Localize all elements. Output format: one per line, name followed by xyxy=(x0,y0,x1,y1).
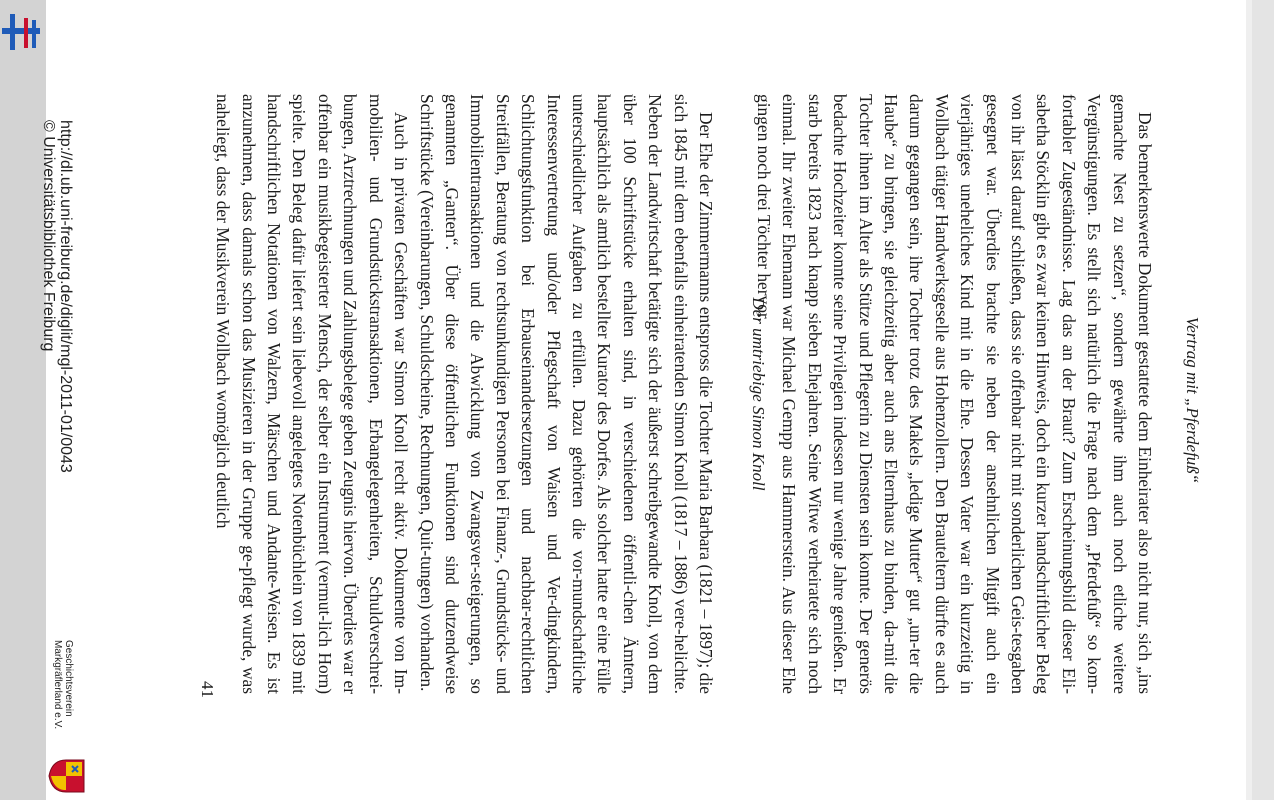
logo-icon xyxy=(2,10,40,54)
paragraph: Auch in privaten Geschäften war Simon Knoll recht aktiv. Dokumente von Im-mobilien- und Grundstückstransaktionen, Erbangelegenheiten, Schuldverschrei-bungen, Arztrechnungen und Zahlungsbelege geben Zeugnis hiervon. Überdies war er offenbar ein musikbegeisterter Mensch, der selber ein Instrument (vermut-lich Horn) spielte. Den Beleg dafür liefert sein liebevoll angelegtes Notenbüchlein von 1839 mit handschriftlichen Notationen von Walzern, Märschen und Andante-Weisen. Es ist anzunehmen, dass damals schon das Musizieren in der Gruppe ge-pflegt wurde, was naheliegt, dass der Musikverein Wollbach womöglich deutlich xyxy=(213,94,412,694)
paragraph-block-1 xyxy=(751,94,1158,694)
footer-url[interactable]: http://dl.ub.uni-freiburg.de/diglit/mgl-2011-01/0043 xyxy=(57,120,74,473)
page-edge xyxy=(1246,0,1252,800)
section-heading: Der umtriebige Simon Knoll xyxy=(749,297,768,491)
footer-society-name xyxy=(52,640,74,760)
paragraph: Der Ehe der Zimmermanns entspross die Tochter Maria Barbara (1821 – 1897); die sich 1845 mit dem ebenfalls einheiratenden Simon Knoll (1817 – 1886) vere-helichte. Neben der Landwirtschaft betätigte sich der äußerst schreibgewandte Knoll, von dem über 100 Schriftstücke erhalten sind, in verschiedenen öffentli-chen Ämtern, hauptsächlich als amtlich bestellter Kurator des Dorfes. Als solcher hatte er eine Fülle unterschiedlicher Aufgaben zu erfüllen. Dazu gehörten die vor-mundschaftliche Interessenvertretung und/oder Pflegschaft von Waisen und Ver-dingkindern, Schlichtungsfunktion bei Erbauseinandersetzungen und nachbar-rechtlichen Streitfällen, Beratung von rechtsunkundigen Personen bei Finanz-, Grundstücks- und Immobilientransaktionen und die Abwicklung von Zwangsver-steigerungen, so genannten „Ganten“. Über diese öffentlichen Funktionen sind dutzendweise Schriftstücke (Vereinbarungen, Schuldscheine, Rechnungen, Quit-tungen) vorhanden. xyxy=(416,94,716,694)
scan-right-margin xyxy=(1252,0,1274,800)
running-title: Vertrag mit „Pferdefuß“ xyxy=(1183,316,1202,484)
paragraph: Das bemerkenswerte Dokument gestattete dem Einheirater also nicht nur, sich „ins gemachte Nest zu setzen“, sondern gewährte ihm auch noch etliche weitere Vergünstigungen. Es stellt sich natürlich die Frage nach dem „Pferdefuß“ so kom-fortabler Zugeständnisse. Lag das an der Braut? Zum Erscheinungsbild dieser Eli-sabetha Stöcklin gibt es zwar keinen Hinweis, doch ein kurzer handschriftlicher Beleg von ihr lässt darauf schließen, dass sie offenbar nicht mit sonderlichen Geis-tesgaben gesegnet war. Überdies brachte sie neben der ansehnlichen Mitgift auch ein vierjähriges uneheliches Kind mit in die Ehe. Dessen Vater war ein kurzzeitig in Wollbach tätiger Handwerksgeselle aus Hohenzollern. Den Brauteltern dürfte es auch darum gegangen sein, ihre Tochter trotz des Makels „ledige Mutter“ gut „un-ter die Haube“ zu bringen, sie gleichzeitig aber auch ans Elternhaus zu binden, da-mit die Tochter ihnen im Alter als Stütze und Pflegerin zu Diensten sein konnte. Der generös bedachte Hochzeiter konnte seine Privilegien indessen nur wenige Jahre genießen. Er starb bereits 1823 nach knapp sieben Ehejahren. Seine Witwe verheiratete sich noch einmal. Ihr zweiter Ehemann war Michael Gempp aus Hammerstein. Aus dieser Ehe gingen noch drei Töchter hervor. xyxy=(753,94,1155,694)
society-line-1: Geschichtsverein xyxy=(63,640,74,717)
paragraph-block-2 xyxy=(210,94,718,694)
footer-copyright: © Universitätsbibliothek Freiburg xyxy=(40,120,57,352)
page-number: 41 xyxy=(198,681,217,698)
coat-of-arms-icon xyxy=(48,756,86,796)
rotated-page-content xyxy=(40,0,1252,800)
society-line-2: Markgräflerland e.V. xyxy=(52,640,63,730)
